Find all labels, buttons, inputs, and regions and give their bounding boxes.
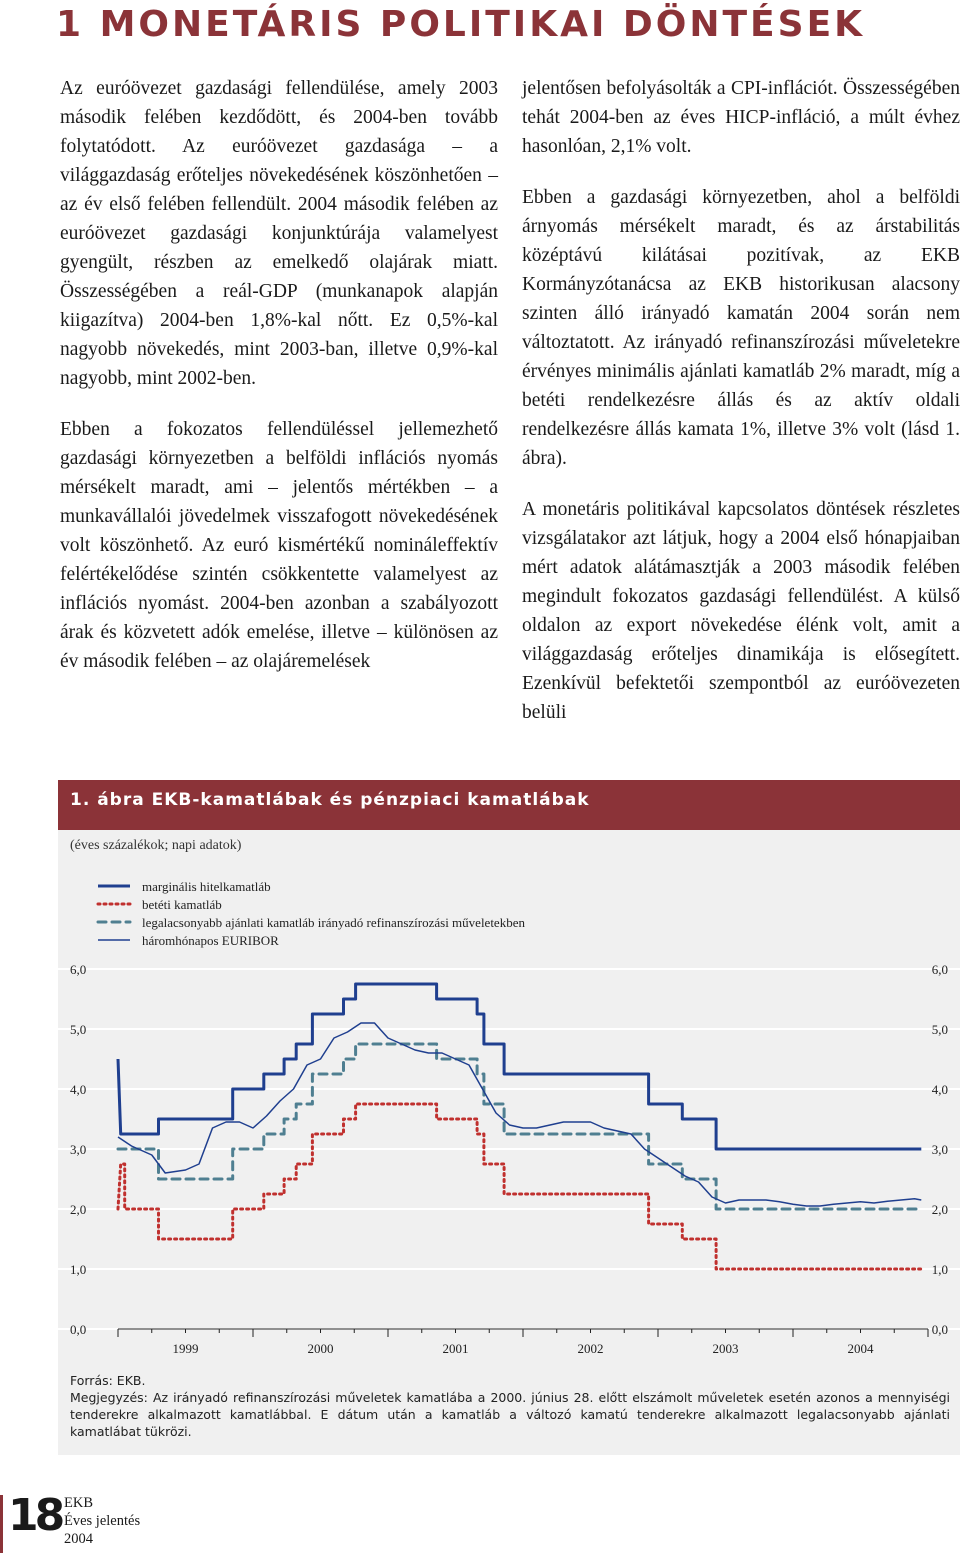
footer-report-name: Éves jelentés	[64, 1513, 141, 1529]
footer-publisher: EKB	[64, 1495, 93, 1511]
x-tick-label: 2001	[442, 1341, 469, 1356]
paragraph: Ebben a gazdasági környezetben, ahol a belföldi árnyomás mérsékelt maradt, és az árstabilitás középtávú kilátásai pozitívak, az EKB Kormányzótanácsa az EKB historikusan alacsony szinten álló irányadó kamatán 2004 során nem változtatott. Az irányadó refinanszírozási műveletekre érvényes minimális ajánlati kamatláb 2% maradt, míg a betéti rendelkezésre állás és az aktív oldali rendelkezésre állás kamata 1%, illetve 3% volt (lásd 1. ábra).	[522, 187, 960, 469]
y-tick-label-right: 0,0	[931, 1322, 948, 1337]
figure-note: Megjegyzés: Az irányadó refinanszírozási műveletek kamatlába a 2000. június 28. előtt elszámolt műveletek esetén azonos a mennyiségi tenderekre alkalmazott kamatlábbal. E dátum után a kamatláb a változó kamatú tenderekre alkalmazott legalacsonyabb ajánlati kamatlábat tükrözi.	[70, 1390, 950, 1439]
y-tick-label-right: 6,0	[931, 962, 948, 977]
footer-accent-bar	[0, 1495, 3, 1553]
legend-label: háromhónapos EURIBOR	[142, 933, 279, 948]
rates-chart	[58, 860, 960, 1365]
paragraph: Az euróövezet gazdasági fellendülése, amely 2003 második felében kezdődött, és 2004-ben tovább folytatódott. Az euróövezet gazdasága – a világgazdaság erőteljes növekedésének köszönhetően – az év első felében fellendült. 2004 második felében az euróövezet gazdasági konjunktúrája valamelyest gyengült, részben az emelkedő olajárak miatt. Összességében a reál-GDP (munkanapok alapján kiigazítva) 2004-ben 1,8%-kal nőtt. Ez 0,5%-kal nagyobb növekedés, mint 2003-ban, illetve 0,9%-kal nagyobb, mint 2002-ben.	[60, 78, 498, 389]
series-line-1	[118, 1104, 921, 1269]
x-tick-label: 2003	[712, 1341, 739, 1356]
y-tick-label-left: 1,0	[70, 1262, 87, 1277]
y-tick-label-right: 5,0	[931, 1022, 948, 1037]
y-tick-label-left: 4,0	[70, 1082, 87, 1097]
figure-source: Forrás: EKB.	[70, 1373, 146, 1388]
right-column	[522, 74, 960, 749]
y-tick-label-right: 4,0	[931, 1082, 948, 1097]
x-tick-label: 2002	[577, 1341, 604, 1356]
footer-year: 2004	[64, 1531, 93, 1547]
legend-label: marginális hitelkamatláb	[142, 879, 271, 894]
page-number: 18	[8, 1490, 62, 1541]
paragraph: Ebben a fokozatos fellendüléssel jellemezhető gazdasági környezetben a belföldi inflációs nyomás mérsékelt maradt, ami – jelentős mértékben – a munkavállalói jövedelmek visszafogott növekedésének volt köszönhető. Az euró kismértékű nominálеffektív felértékelődése szintén csökkentette valamelyest az inflációs nyomást. 2004-ben azonban a szabályozott árak és közvetett adók emelése, illetve – különösen az év második felében – az olajáremelések	[60, 419, 498, 672]
y-tick-label-right: 1,0	[931, 1262, 948, 1277]
y-tick-label-right: 2,0	[931, 1202, 948, 1217]
left-column	[60, 74, 498, 698]
x-tick-label: 2004	[847, 1341, 874, 1356]
x-tick-label: 2000	[307, 1341, 334, 1356]
paragraph: jelentősen befolyásolták a CPI-inflációt. Összességében tehát 2004-ben az éves HICP-infláció, a múlt évhez hasonlóan, 2,1% volt.	[522, 78, 960, 157]
figure-notes	[70, 1372, 950, 1440]
series-line-3	[118, 1023, 921, 1206]
chapter-title: 1 MONETÁRIS POLITIKAI DÖNTÉSEK	[56, 4, 866, 45]
legend-label: legalacsonyabb ajánlati kamatláb irányadó refinanszírozási műveletekben	[142, 915, 525, 930]
y-tick-label-left: 6,0	[70, 962, 87, 977]
y-tick-label-left: 2,0	[70, 1202, 87, 1217]
series-line-0	[118, 984, 921, 1149]
x-tick-label: 1999	[172, 1341, 199, 1356]
y-tick-label-left: 0,0	[70, 1322, 87, 1337]
y-tick-label-right: 3,0	[931, 1142, 948, 1157]
figure-title: 1. ábra EKB-kamatlábak és pénzpiaci kamatlábak	[70, 790, 590, 810]
y-tick-label-left: 3,0	[70, 1142, 87, 1157]
paragraph: A monetáris politikával kapcsolatos döntések részletes vizsgálatakor azt látjuk, hogy a 2004 első hónapjaiban mért adatok alátámasztják a 2003 második felében megindult fokozatos gazdasági fellendülést. A külső oldalon az export növekedése élénk volt, amit a világgazdaság erőteljes dinamikája is elősegített. Ezenkívül befektetői szempontból az euróövezeten belüli	[522, 499, 960, 723]
legend-label: betéti kamatláb	[142, 897, 222, 912]
figure-subtitle: (éves százalékok; napi adatok)	[70, 838, 242, 853]
figure-header	[58, 780, 960, 830]
footer-publication	[64, 1494, 140, 1548]
y-tick-label-left: 5,0	[70, 1022, 87, 1037]
